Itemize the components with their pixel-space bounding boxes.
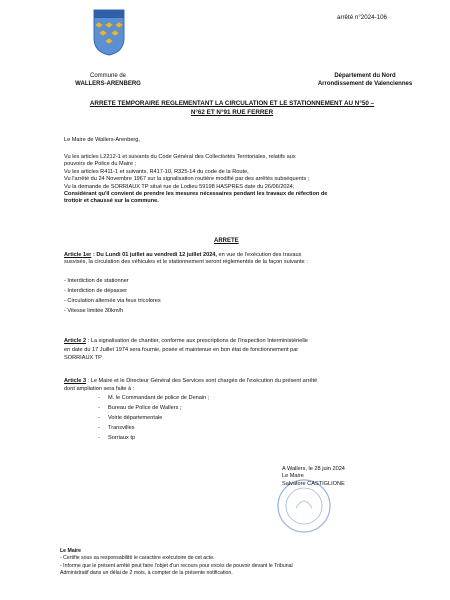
vus-section [64, 154, 412, 206]
article-3 [64, 377, 412, 393]
signature-block [282, 466, 345, 488]
article-2 [64, 337, 412, 363]
decree-number: arrêté n°2024-106 [337, 14, 387, 21]
article-2-text: : La signalisation de chantier, conforme aux prescriptions de l'Inspection Interministérielle [87, 338, 308, 344]
article-2-text-3: SORRIAUX TP [64, 355, 102, 362]
commune-label: Commune de [89, 73, 127, 79]
list-item: - Interdiction de dépasser [64, 288, 128, 294]
article-1: Article 1er : Du Lundi 01 juillet au vendredi 12 juillet 2024, en vue de l'exécution des travaux susvisés, la circulation des véhicules et le stationnement seront réglementés de la façon suivante : [64, 252, 412, 267]
footer-heading: Le Maire [60, 548, 82, 554]
vus-line: pouvoirs de Police du Maire ; [64, 161, 137, 168]
considerant-line: trottoir et chaussé sur la commune. [64, 198, 159, 205]
signature-name: Salvatore CASTIGLIONE [282, 480, 345, 487]
footer-line: Administratif dans un délai de 2 mois, à compter de la présente notification. [60, 570, 233, 577]
signature-role: Le Maire [282, 473, 304, 480]
article-1-list [64, 276, 161, 316]
article-1-dates: Du Lundi 01 juillet au vendredi 12 juillet 2024, [96, 252, 217, 258]
coat-of-arms-logo [92, 8, 126, 56]
department-header [300, 72, 430, 88]
considerant-line: Considérant qu'il convient de prendre les mesures nécessaires pendant les travaux de réfection de [64, 191, 328, 198]
department-name: Département du Nord [334, 73, 396, 79]
signature-place-date: A Wallers, le 28 juin 2024 [282, 466, 345, 472]
list-item: - Vitesse limitée 30km/h [64, 308, 124, 314]
article-3-text: : Le Maire et le Directeur Général des Services sont chargés de l'exécution du présent arrêté [87, 378, 318, 384]
vus-line: Vu les articles R411-1 et suivants, R417-10, R325-14 du code de la Route, [64, 168, 249, 175]
article-1-label: Article 1er [64, 252, 92, 258]
list-item: - Sorriaux tp [98, 435, 136, 441]
article-3-label: Article 3 [64, 378, 87, 384]
list-item: - Interdiction de stationner [64, 278, 129, 284]
footer-notice [60, 548, 293, 578]
footer-line: - Certifie sous sa responsabilité le caractère exécutoire de cet acte. [60, 555, 215, 562]
document-title [58, 99, 406, 117]
arrete-heading: ARRETE [214, 238, 239, 244]
arrondissement-name: Arrondissement de Valenciennes [317, 81, 413, 87]
article-1-text: en vue de l'exécution des travaux [218, 252, 302, 258]
vus-line: Vu les articles L2212-1 et suivants du Code Général des Collectivités Territoriales, relatifs aux [64, 154, 296, 160]
list-item: - M. le Commandant de police de Denain ; [98, 395, 210, 401]
list-item: - Transvilles [98, 425, 135, 431]
vus-line: Vu l'arrêté du 24 Novembre 1967 sur la signalisation routière modifié par des arrêtés subséquents ; [64, 176, 310, 183]
article-2-text-2: en date du 17 Juillet 1974 sera fournie, posée et maintenue en bon état de fonctionnement par [64, 346, 299, 353]
article-2-label: Article 2 [64, 338, 87, 344]
title-line-2: N°62 ET N°91 RUE FERRER [190, 109, 274, 116]
footer-line: - Informe que le présent arrêté peut faire l'objet d'un recours pour excès de pouvoir devant le Tribunal [60, 562, 293, 569]
commune-name: WALLERS-ARENBERG [75, 81, 141, 87]
commune-header [58, 72, 158, 88]
list-item: - Bureau de Police de Wallers ; [98, 405, 182, 411]
ampliation-list [98, 393, 209, 443]
vus-line: Vu la demande de SORRIAUX TP situé rue de Lodieu 59198 HASPRES date du 26/06/2024; [64, 183, 295, 190]
list-item: - Voirie départementale [98, 415, 163, 421]
list-item: - Circulation alternée via feux tricolores [64, 298, 161, 304]
article-3-text-2: dont ampliation sera faite à : [64, 386, 135, 392]
article-1-text-2: susvisés, la circulation des véhicules et le stationnement seront réglementés de la façon suivante : [64, 259, 308, 266]
maire-intro: Le Maire de Wallers-Arenberg, [64, 137, 140, 143]
title-line-1: ARRETE TEMPORAIRE REGLEMENTANT LA CIRCULATION ET LE STATIONNEMENT AU N°50 – [89, 100, 375, 107]
